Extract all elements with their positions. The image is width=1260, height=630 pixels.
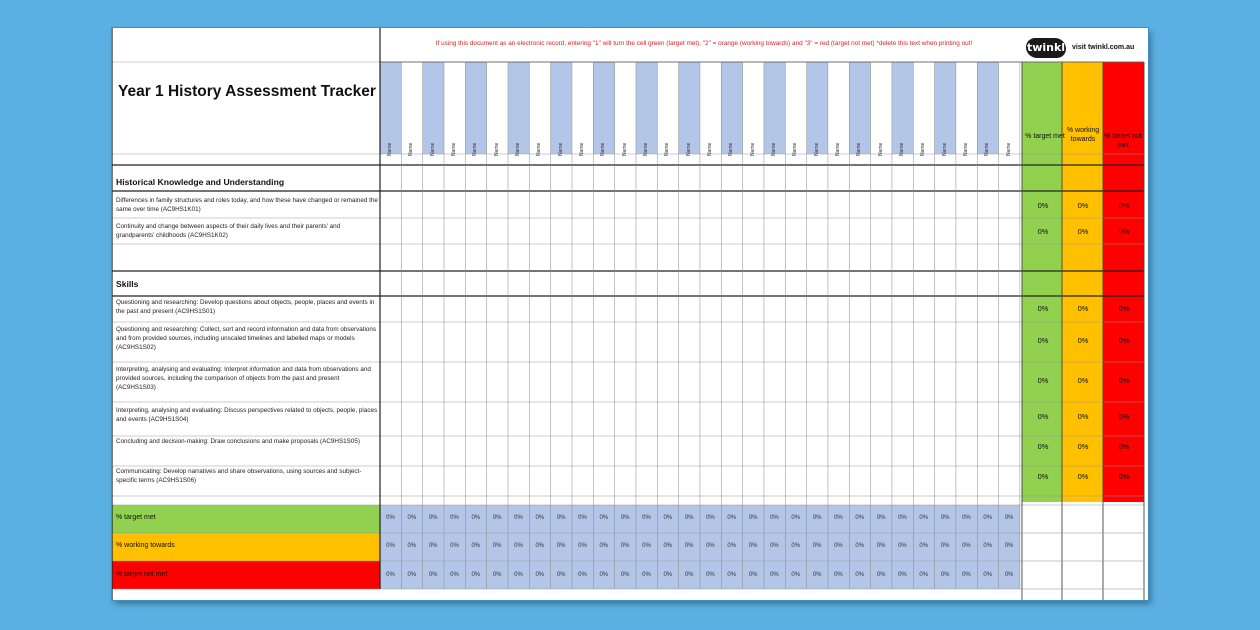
footer-percent-cell: 0% xyxy=(642,543,651,549)
student-name-header[interactable]: Name xyxy=(920,142,927,156)
footer-percent-cell: 0% xyxy=(770,515,779,521)
footer-percent-cell: 0% xyxy=(642,572,651,578)
footer-percent-cell: 0% xyxy=(663,572,673,578)
footer-percent-cell: 0% xyxy=(940,572,950,578)
footer-percent-cell: 0% xyxy=(706,515,715,521)
pct-notmet-s01: 0% xyxy=(1118,304,1130,313)
footer-percent-cell: 0% xyxy=(450,572,459,578)
assessment-tracker-sheet xyxy=(112,28,1148,600)
footer-percent-cell: 0% xyxy=(471,572,481,578)
twinkl-logo[interactable] xyxy=(1026,38,1146,60)
footer-percent-cell: 0% xyxy=(706,543,715,549)
footer-percent-cell: 0% xyxy=(620,572,630,578)
footer-percent-cell: 0% xyxy=(834,543,843,549)
footer-percent-cell: 0% xyxy=(940,543,950,549)
pct-notmet-s06: 0% xyxy=(1118,472,1130,481)
student-name-header[interactable]: Name xyxy=(514,142,521,156)
footer-percent-cell: 0% xyxy=(983,543,993,549)
footer-percent-cell: 0% xyxy=(535,543,545,549)
footer-percent-cell: 0% xyxy=(748,543,758,549)
student-name-header[interactable]: Name xyxy=(493,142,500,156)
footer-percent-cell: 0% xyxy=(663,515,673,521)
footer-percent-cell: 0% xyxy=(706,572,715,578)
footer-percent-cell: 0% xyxy=(727,572,737,578)
student-name-header[interactable]: Name xyxy=(728,142,735,156)
student-name-header[interactable]: Name xyxy=(408,142,415,156)
footer-percent-cell: 0% xyxy=(642,515,651,521)
footer-percent-cell: 0% xyxy=(492,515,502,521)
pct-towards-s04: 0% xyxy=(1077,412,1089,421)
pct-met-s06: 0% xyxy=(1037,472,1049,481)
footer-percent-cell: 0% xyxy=(898,543,907,549)
footer-percent-cell: 0% xyxy=(620,543,630,549)
summary-header-met: % target met xyxy=(1025,133,1065,140)
objective-s05: Concluding and decision-making: Draw conclusions and make proposals (AC9HS1S05) xyxy=(116,438,360,445)
student-name-header[interactable]: Name xyxy=(387,142,393,156)
student-name-header[interactable]: Name xyxy=(984,142,991,156)
footer-percent-cell: 0% xyxy=(898,572,907,578)
footer-percent-cell: 0% xyxy=(407,515,417,521)
footer-percent-cell: 0% xyxy=(386,543,395,549)
footer-percent-cell: 0% xyxy=(812,515,822,521)
student-name-header[interactable]: Name xyxy=(600,142,607,156)
footer-percent-cell: 0% xyxy=(428,572,438,578)
footer-percent-cell: 0% xyxy=(919,515,929,521)
pct-notmet-s05: 0% xyxy=(1118,442,1130,451)
footer-percent-cell: 0% xyxy=(855,543,865,549)
footer-percent-cell: 0% xyxy=(855,572,865,578)
footer-percent-cell: 0% xyxy=(1004,572,1014,578)
pct-met-k02: 0% xyxy=(1037,227,1049,236)
footer-percent-cell: 0% xyxy=(962,572,971,578)
footer-percent-cell: 0% xyxy=(386,572,395,578)
pct-notmet-k01: 0% xyxy=(1118,201,1130,210)
footer-percent-cell: 0% xyxy=(535,572,545,578)
footer-percent-cell: 0% xyxy=(578,572,587,578)
pct-towards-s06: 0% xyxy=(1077,472,1089,481)
footer-percent-cell: 0% xyxy=(855,515,865,521)
footer-percent-cell: 0% xyxy=(919,572,929,578)
pct-met-s01: 0% xyxy=(1037,304,1049,313)
pct-towards-s03: 0% xyxy=(1077,376,1089,385)
objective-s01: Questioning and researching: Develop questions about objects, people, places and events in the past and present (AC9HS1S01) xyxy=(116,299,375,315)
student-name-header[interactable]: Name xyxy=(578,142,585,156)
section-title-skills: Skills xyxy=(116,279,139,289)
twinkl-logo-icon: twinkl xyxy=(1026,38,1066,58)
footer-percent-cell: 0% xyxy=(428,543,438,549)
objective-k02: Continuity and change between aspects of their daily lives and their parents' and grandparents' childhoods (AC9HS1K02) xyxy=(116,223,341,239)
footer-percent-cell: 0% xyxy=(578,515,587,521)
footer-percent-cell: 0% xyxy=(599,572,609,578)
pct-towards-k01: 0% xyxy=(1077,201,1089,210)
pct-met-s03: 0% xyxy=(1037,376,1049,385)
footer-percent-cell: 0% xyxy=(876,515,886,521)
footer-percent-cell: 0% xyxy=(812,572,822,578)
student-name-header[interactable]: Name xyxy=(792,142,799,156)
footer-percent-cell: 0% xyxy=(1004,543,1014,549)
footer-percent-cell: 0% xyxy=(898,515,907,521)
footer-percent-cell: 0% xyxy=(770,572,779,578)
pct-towards-s01: 0% xyxy=(1077,304,1089,313)
pct-notmet-s02: 0% xyxy=(1118,336,1130,345)
pct-towards-s05: 0% xyxy=(1077,442,1089,451)
footer-percent-cell: 0% xyxy=(471,543,481,549)
student-name-header[interactable]: Name xyxy=(898,142,905,156)
footer-percent-cell: 0% xyxy=(471,515,481,521)
objective-s06: Communicating: Develop narratives and share observations, using sources and subject-specific terms (AC9HS1S06) xyxy=(116,468,362,484)
footer-percent-cell: 0% xyxy=(684,515,694,521)
pct-towards-s02: 0% xyxy=(1077,336,1089,345)
footer-label-towards: % working towards xyxy=(116,542,175,549)
footer-percent-cell: 0% xyxy=(684,572,694,578)
footer-percent-cell: 0% xyxy=(791,515,801,521)
student-name-header[interactable]: Name xyxy=(770,142,777,156)
student-name-header[interactable]: Name xyxy=(749,142,756,156)
footer-percent-cell: 0% xyxy=(514,543,523,549)
footer-percent-cell: 0% xyxy=(770,543,779,549)
footer-percent-cell: 0% xyxy=(727,515,737,521)
footer-label-not-met: % target not met xyxy=(116,571,168,578)
footer-percent-cell: 0% xyxy=(940,515,950,521)
student-name-header[interactable]: Name xyxy=(472,142,479,156)
footer-percent-cell: 0% xyxy=(1004,515,1014,521)
student-name-header[interactable]: Name xyxy=(856,142,863,156)
pct-met-s04: 0% xyxy=(1037,412,1049,421)
student-name-header[interactable]: Name xyxy=(877,142,884,156)
student-name-header[interactable]: Name xyxy=(429,142,436,156)
page-title: Year 1 History Assessment Tracker xyxy=(118,83,376,100)
footer-percent-cell: 0% xyxy=(962,515,971,521)
footer-percent-cell: 0% xyxy=(514,515,523,521)
footer-percent-cell: 0% xyxy=(791,543,801,549)
student-name-header[interactable]: Name xyxy=(557,142,564,156)
student-name-header[interactable]: Name xyxy=(621,142,628,156)
student-name-header[interactable]: Name xyxy=(941,142,948,156)
footer-percent-cell: 0% xyxy=(791,572,801,578)
student-name-header[interactable]: Name xyxy=(685,142,692,156)
footer-percent-cell: 0% xyxy=(876,543,886,549)
footer-percent-cell: 0% xyxy=(428,515,438,521)
pct-notmet-k02: 0% xyxy=(1118,227,1130,236)
student-name-header[interactable]: Name xyxy=(962,142,969,156)
student-name-header[interactable]: Name xyxy=(450,142,457,156)
footer-label-met: % target met xyxy=(116,514,156,521)
footer-percent-cell: 0% xyxy=(812,543,822,549)
student-name-header[interactable]: Name xyxy=(813,142,820,156)
footer-percent-cell: 0% xyxy=(919,543,929,549)
student-name-header[interactable]: Name xyxy=(1005,142,1012,156)
footer-percent-cell: 0% xyxy=(514,572,523,578)
footer-percent-cell: 0% xyxy=(492,572,502,578)
footer-percent-cell: 0% xyxy=(386,515,395,521)
summary-header-towards: % working towards xyxy=(1066,127,1100,143)
footer-percent-cell: 0% xyxy=(983,572,993,578)
footer-percent-cell: 0% xyxy=(407,543,417,549)
student-name-header[interactable]: Name xyxy=(536,142,543,156)
pct-met-s05: 0% xyxy=(1037,442,1049,451)
footer-percent-cell: 0% xyxy=(748,515,758,521)
pct-notmet-s03: 0% xyxy=(1118,376,1130,385)
footer-percent-cell: 0% xyxy=(556,515,566,521)
footer-percent-cell: 0% xyxy=(407,572,417,578)
summary-header-not-met: % target not met xyxy=(1104,133,1142,149)
footer-percent-cell: 0% xyxy=(556,572,566,578)
instruction-note: If using this document as an electronic record, entering "1" will turn the cell green (target met), "2" = orange (working towards) and "3" = red (target not met) *delete this text when printing out! xyxy=(435,40,973,47)
footer-percent-cell: 0% xyxy=(748,572,758,578)
footer-percent-cell: 0% xyxy=(684,543,694,549)
footer-percent-cell: 0% xyxy=(556,543,566,549)
footer-percent-cell: 0% xyxy=(599,543,609,549)
objective-s04: Interpreting, analysing and evaluating: Discuss perspectives related to objects, people, places and events (AC9HS1S04) xyxy=(116,407,378,423)
objective-s02: Questioning and researching: Collect, sort and record information and data from observations and from provided sources, including unscaled timelines and labelled maps or models (AC9HS1S02) xyxy=(116,326,377,351)
footer-percent-cell: 0% xyxy=(620,515,630,521)
objective-k01: Differences in family structures and roles today, and how these have changed or remained the same over time (AC9HS1K01) xyxy=(116,197,378,213)
student-name-header[interactable]: Name xyxy=(706,142,713,156)
footer-percent-cell: 0% xyxy=(727,543,737,549)
website-link[interactable]: visit twinkl.com.au xyxy=(1072,44,1135,51)
footer-percent-cell: 0% xyxy=(492,543,502,549)
footer-percent-cell: 0% xyxy=(876,572,886,578)
footer-percent-cell: 0% xyxy=(450,515,459,521)
footer-percent-cell: 0% xyxy=(834,572,843,578)
student-name-header[interactable]: Name xyxy=(664,142,671,156)
student-name-header[interactable]: Name xyxy=(834,142,841,156)
pct-towards-k02: 0% xyxy=(1077,227,1089,236)
pct-met-s02: 0% xyxy=(1037,336,1049,345)
footer-percent-cell: 0% xyxy=(663,543,673,549)
objective-s03: Interpreting, analysing and evaluating: Interpret information and data from observations and provided sources, including the comparison of objects from the past and present (AC9HS1S03) xyxy=(116,366,371,391)
pct-notmet-s04: 0% xyxy=(1118,412,1130,421)
footer-percent-cell: 0% xyxy=(535,515,545,521)
footer-percent-cell: 0% xyxy=(983,515,993,521)
footer-percent-cell: 0% xyxy=(450,543,459,549)
footer-percent-cell: 0% xyxy=(962,543,971,549)
footer-percent-cell: 0% xyxy=(599,515,609,521)
footer-percent-cell: 0% xyxy=(578,543,587,549)
section-title-knowledge: Historical Knowledge and Understanding xyxy=(116,177,285,187)
pct-met-k01: 0% xyxy=(1037,201,1049,210)
student-name-header[interactable]: Name xyxy=(642,142,649,156)
footer-percent-cell: 0% xyxy=(834,515,843,521)
